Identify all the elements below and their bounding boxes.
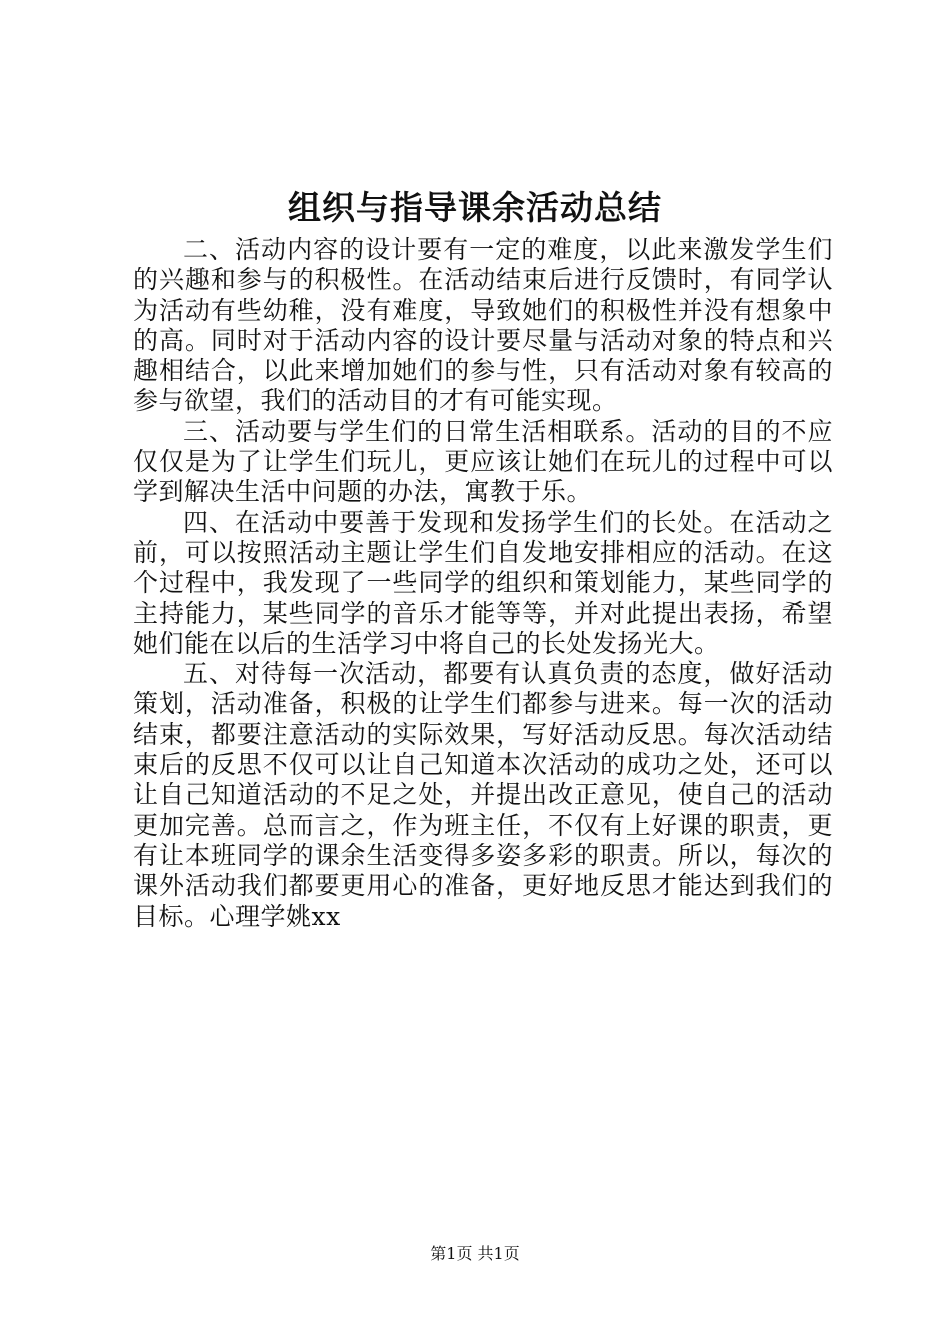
page-number-current: 第1页 (430, 1244, 473, 1263)
document-title: 组织与指导课余活动总结 (288, 188, 662, 227)
paragraph-2: 二、活动内容的设计要有一定的难度，以此来激发学生们的兴趣和参与的积极性。在活动结束后进行反馈时，有同学认为活动有些幼稚，没有难度，导致她们的积极性并没有想象中的高。同时对于活动内容的设计要尽量与活动对象的特点和兴趣相结合，以此来增加她们的参与性，只有活动对象有较高的参与欲望，我们的活动目的才有可能实现。 (133, 235, 833, 416)
paragraph-3: 三、活动要与学生们的日常生活相联系。活动的目的不应仅仅是为了让学生们玩儿，更应该让她们在玩儿的过程中可以学到解决生活中问题的办法，寓教于乐。 (133, 416, 833, 507)
page-footer (0, 1244, 950, 1264)
paragraph-5: 五、对待每一次活动，都要有认真负责的态度，做好活动策划，活动准备，积极的让学生们都参与进来。每一次的活动结束，都要注意活动的实际效果，写好活动反思。每次活动结束后的反思不仅可以让自己知道本次活动的成功之处，还可以让自己知道活动的不足之处，并提出改正意见，使自己的活动更加完善。总而言之，作为班主任，不仅有上好课的职责，更有让本班同学的课余生活变得多姿多彩的职责。所以，每次的课外活动我们都要更用心的准备，更好地反思才能达到我们的目标。心理学姚xx (133, 659, 833, 931)
paragraph-4: 四、在活动中要善于发现和发扬学生们的长处。在活动之前，可以按照活动主题让学生们自发地安排相应的活动。在这个过程中，我发现了一些同学的组织和策划能力，某些同学的主持能力，某些同学的音乐才能等等，并对此提出表扬，希望她们能在以后的生活学习中将自己的长处发扬光大。 (133, 507, 833, 658)
document-body (133, 235, 833, 932)
page-number-total: 共1页 (477, 1244, 520, 1263)
